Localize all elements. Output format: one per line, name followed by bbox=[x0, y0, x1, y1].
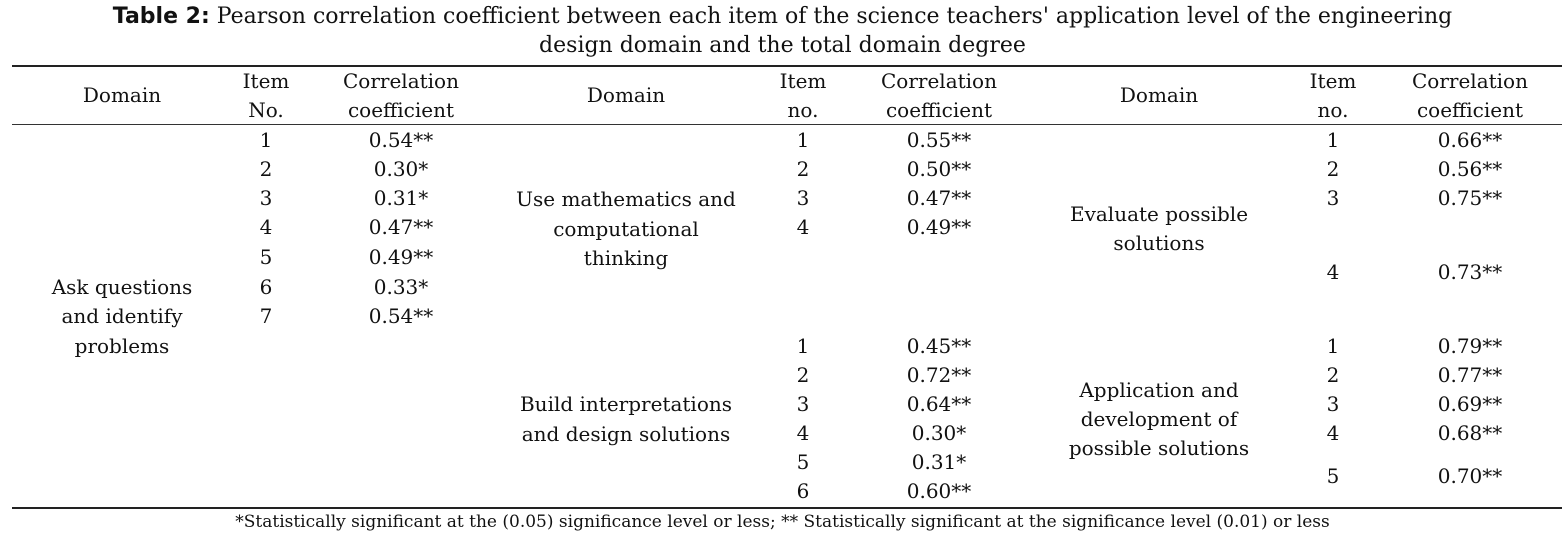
correlation-value: 0.31* bbox=[373, 186, 429, 210]
caption-label: Table 2: bbox=[112, 4, 210, 29]
correlation-value: 0.50** bbox=[906, 157, 972, 181]
correlation-value: 0.64** bbox=[906, 392, 972, 416]
item-number: 4 bbox=[259, 215, 273, 239]
correlation-value: 0.68** bbox=[1437, 421, 1503, 445]
correlation-value: 0.60** bbox=[906, 479, 972, 503]
correlation-value: 0.70** bbox=[1437, 464, 1503, 488]
item-number: 1 bbox=[796, 334, 810, 358]
correlation-value: 0.47** bbox=[368, 215, 434, 239]
domain-label: and identify bbox=[61, 304, 183, 328]
item-number: 3 bbox=[259, 186, 273, 210]
correlation-value: 0.73** bbox=[1437, 260, 1503, 284]
caption-text-1: Pearson correlation coefficient between each item of the science teachers' application level of the engineering bbox=[216, 4, 1453, 29]
header-item-no: No. bbox=[248, 98, 284, 122]
item-number: 4 bbox=[1326, 260, 1340, 284]
header-item-no: no. bbox=[787, 98, 819, 122]
domain-label: Build interpretations bbox=[519, 392, 733, 416]
item-number: 4 bbox=[796, 421, 810, 445]
item-number: 4 bbox=[796, 215, 810, 239]
correlation-value: 0.45** bbox=[906, 334, 972, 358]
item-number: 2 bbox=[796, 363, 810, 387]
item-number: 6 bbox=[259, 275, 273, 299]
correlation-value: 0.77** bbox=[1437, 363, 1503, 387]
domain-label: development of bbox=[1080, 407, 1238, 431]
correlation-value: 0.56** bbox=[1437, 157, 1503, 181]
item-number: 5 bbox=[1326, 464, 1340, 488]
correlation-value: 0.31* bbox=[911, 450, 967, 474]
header-item-no: no. bbox=[1317, 98, 1349, 122]
header-item-no: Item bbox=[779, 69, 827, 93]
item-number: 3 bbox=[1326, 392, 1340, 416]
correlation-value: 0.33* bbox=[373, 275, 429, 299]
caption-line-2: design domain and the total domain degree bbox=[539, 33, 1026, 58]
item-number: 1 bbox=[1326, 128, 1340, 152]
correlation-value: 0.54** bbox=[368, 304, 434, 328]
item-number: 2 bbox=[796, 157, 810, 181]
table-footnote: *Statistically significant at the (0.05) significance level or less; ** Statistically significant at the significance level (0.01) or less bbox=[235, 512, 1330, 532]
item-number: 2 bbox=[1326, 363, 1340, 387]
correlation-value: 0.49** bbox=[906, 215, 972, 239]
header-correlation: Correlation bbox=[1412, 69, 1528, 93]
caption-line-1 bbox=[0, 2, 1565, 31]
item-number: 5 bbox=[259, 245, 273, 269]
domain-label: thinking bbox=[583, 246, 669, 270]
correlation-value: 0.55** bbox=[906, 128, 972, 152]
correlation-value: 0.79** bbox=[1437, 334, 1503, 358]
header-item-no: Item bbox=[1309, 69, 1357, 93]
domain-label: Use mathematics and bbox=[516, 187, 736, 211]
correlation-value: 0.72** bbox=[906, 363, 972, 387]
item-number: 1 bbox=[1326, 334, 1340, 358]
correlation-value: 0.54** bbox=[368, 128, 434, 152]
correlation-value: 0.30* bbox=[373, 157, 429, 181]
header-correlation: coefficient bbox=[885, 98, 993, 122]
item-number: 6 bbox=[796, 479, 810, 503]
item-number: 3 bbox=[796, 392, 810, 416]
header-item-no: Item bbox=[242, 69, 290, 93]
domain-label: possible solutions bbox=[1068, 436, 1250, 460]
item-number: 5 bbox=[796, 450, 810, 474]
correlation-value: 0.47** bbox=[906, 186, 972, 210]
item-number: 1 bbox=[796, 128, 810, 152]
domain-label: problems bbox=[74, 334, 170, 358]
header-correlation: Correlation bbox=[343, 69, 459, 93]
header-domain: Domain bbox=[1119, 83, 1199, 107]
domain-label: and design solutions bbox=[521, 422, 731, 446]
domain-label: Evaluate possible bbox=[1069, 202, 1249, 226]
item-number: 3 bbox=[1326, 186, 1340, 210]
header-correlation: Correlation bbox=[881, 69, 997, 93]
header-domain: Domain bbox=[82, 83, 162, 107]
domain-label: computational bbox=[553, 217, 699, 241]
domain-label: solutions bbox=[1113, 231, 1205, 255]
correlation-value: 0.49** bbox=[368, 245, 434, 269]
domain-label: Ask questions bbox=[51, 275, 193, 299]
item-number: 2 bbox=[259, 157, 273, 181]
item-number: 4 bbox=[1326, 421, 1340, 445]
correlation-value: 0.75** bbox=[1437, 186, 1503, 210]
header-correlation: coefficient bbox=[347, 98, 455, 122]
item-number: 7 bbox=[259, 304, 273, 328]
item-number: 2 bbox=[1326, 157, 1340, 181]
correlation-value: 0.30* bbox=[911, 421, 967, 445]
header-correlation: coefficient bbox=[1416, 98, 1524, 122]
correlation-value: 0.66** bbox=[1437, 128, 1503, 152]
table-caption bbox=[0, 2, 1565, 60]
item-number: 1 bbox=[259, 128, 273, 152]
correlation-value: 0.69** bbox=[1437, 392, 1503, 416]
header-domain: Domain bbox=[586, 83, 666, 107]
domain-label: Application and bbox=[1079, 378, 1239, 402]
item-number: 3 bbox=[796, 186, 810, 210]
